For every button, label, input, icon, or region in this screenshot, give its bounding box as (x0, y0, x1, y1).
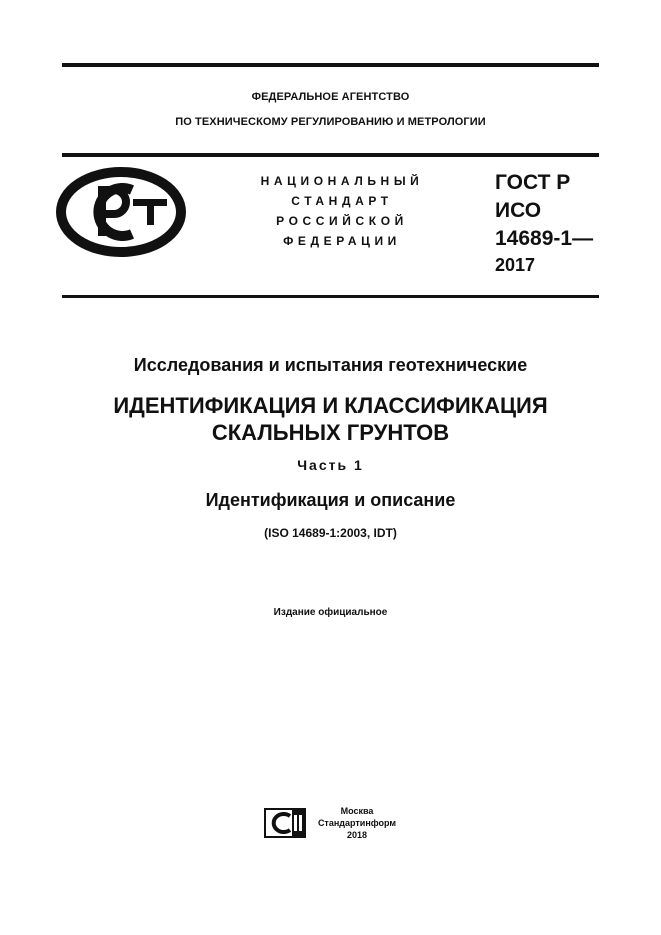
part-label: Часть 1 (297, 457, 364, 473)
part-title: Идентификация и описание (205, 490, 456, 510)
publisher-city: Москва (340, 806, 374, 816)
designation-line-1: ГОСТ Р (495, 171, 571, 194)
designation-line-4: 2017 (495, 255, 536, 275)
main-title-line-1: ИДЕНТИФИКАЦИЯ И КЛАССИФИКАЦИЯ (113, 393, 548, 418)
standard-line-4: ФЕДЕРАЦИИ (283, 234, 401, 248)
edition-note: Издание официальное (273, 607, 388, 618)
header-rule (62, 153, 599, 157)
gost-certification-logo (54, 166, 188, 258)
designation-line-3: 14689-1— (495, 227, 594, 250)
standard-line-2: СТАНДАРТ (291, 194, 393, 208)
agency-line-2: ПО ТЕХНИЧЕСКОМУ РЕГУЛИРОВАНИЮ И МЕТРОЛОГИИ (175, 116, 486, 128)
series-title: Исследования и испытания геотехнические (133, 355, 528, 375)
publisher-year: 2018 (346, 830, 368, 840)
iso-reference: (ISO 14689-1:2003, IDT) (264, 526, 397, 540)
standard-line-3: РОССИЙСКОЙ (276, 214, 408, 228)
mid-rule (62, 295, 599, 298)
agency-line-1: ФЕДЕРАЛЬНОЕ АГЕНТСТВО (251, 91, 410, 103)
standard-line-1: НАЦИОНАЛЬНЫЙ (260, 174, 424, 188)
main-title-line-2: СКАЛЬНЫХ ГРУНТОВ (211, 420, 450, 445)
standartinform-logo (264, 808, 306, 838)
publisher-name: Стандартинформ (317, 818, 397, 828)
designation-line-2: ИСО (495, 199, 542, 222)
publisher-block (312, 805, 402, 841)
top-rule (62, 63, 599, 67)
